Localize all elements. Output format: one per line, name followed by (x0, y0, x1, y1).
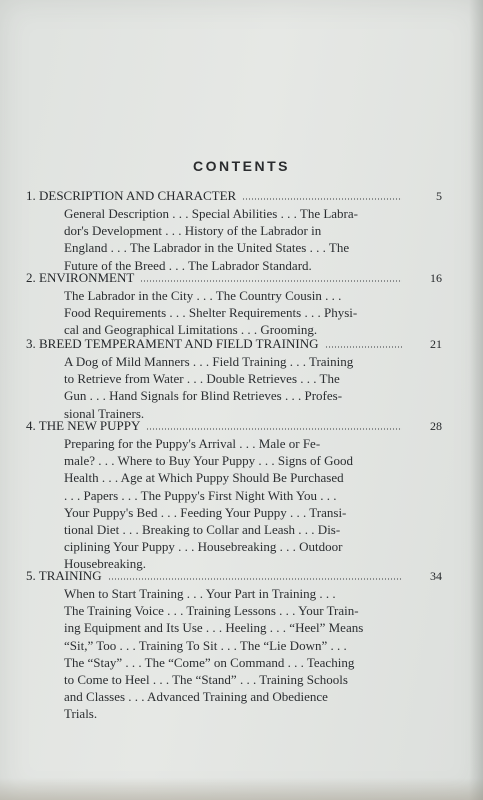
topic-line: cal and Geographical Limitations . . . Grooming. (64, 322, 318, 338)
topic-line: A Dog of Mild Manners . . . Field Training . . . Training (64, 354, 354, 369)
topic-line: Food Requirements . . . Shelter Requirements . . . Physi- (64, 305, 358, 321)
toc-heading (26, 334, 406, 352)
topic-line: . . . Papers . . . The Puppy's First Night With You . . . (64, 487, 337, 503)
chapter-topics (64, 287, 410, 339)
topic-line: The Training Voice . . . Training Lessons . . . Your Train- (64, 603, 359, 619)
topic-line: ing Equipment and Its Use . . . Heeling . . . “Heel” Means (64, 620, 364, 636)
topic-line: Health . . . Age at Which Puppy Should Be Purchased (64, 470, 344, 486)
chapter-title: 5. TRAINING (26, 568, 102, 583)
page-number: 34 (430, 569, 442, 583)
dot-leader (242, 198, 402, 200)
dot-leader (325, 346, 402, 348)
topic-line: Trials. (64, 706, 98, 722)
dot-leader (146, 428, 402, 430)
chapter-topics (64, 353, 410, 422)
page-number: 28 (430, 419, 442, 433)
topic-line: General Description . . . Special Abilities . . . The Labra- (64, 206, 358, 221)
topic-line: Housebreaking. (64, 556, 146, 572)
topic-line: Gun . . . Hand Signals for Blind Retrieves . . . Profes- (64, 388, 343, 404)
topic-line: The Labrador in the City . . . The Country Cousin . . . (64, 288, 342, 303)
toc-heading (26, 416, 406, 434)
topic-line: to Come to Heel . . . The “Stand” . . . Training Schools (64, 672, 348, 688)
topic-line: Future of the Breed . . . The Labrador Standard. (64, 257, 312, 273)
topic-line: sional Trainers. (64, 405, 145, 421)
chapter-title: 3. BREED TEMPERAMENT AND FIELD TRAINING (26, 336, 319, 351)
topic-line: England . . . The Labrador in the United States . . . The (64, 240, 350, 256)
toc-heading (26, 566, 406, 584)
chapter-title: 1. DESCRIPTION AND CHARACTER (26, 188, 237, 203)
topic-line: The “Stay” . . . The “Come” on Command . . . Teaching (64, 654, 355, 670)
chapter-title: 4. THE NEW PUPPY (26, 418, 141, 433)
topic-line: and Classes . . . Advanced Training and Obedience (64, 689, 328, 705)
contents-title: CONTENTS (193, 158, 290, 174)
dot-leader (108, 578, 402, 580)
chapter-title: 2. ENVIRONMENT (26, 270, 135, 285)
chapter-topics (64, 435, 410, 573)
topic-line: to Retrieve from Water . . . Double Retrieves . . . The (64, 371, 340, 387)
topic-line: When to Start Training . . . Your Part in Training . . . (64, 586, 336, 601)
page-edge-shadow (469, 0, 483, 800)
page-number: 16 (430, 271, 442, 285)
topic-line: male? . . . Where to Buy Your Puppy . . . Signs of Good (64, 453, 354, 469)
chapter-topics (64, 585, 410, 723)
toc-heading (26, 186, 406, 204)
topic-line: tional Diet . . . Breaking to Collar and Leash . . . Dis- (64, 522, 341, 538)
chapter-topics (64, 205, 410, 274)
page-bottom-edge (0, 778, 483, 800)
topic-line: “Sit,” Too . . . Training To Sit . . . The “Lie Down” . . . (64, 637, 347, 653)
topic-line: dor's Development . . . History of the Labrador in (64, 223, 322, 239)
topic-line: Preparing for the Puppy's Arrival . . . Male or Fe- (64, 436, 321, 451)
page-number: 21 (430, 337, 442, 351)
dot-leader (140, 280, 402, 282)
page-number: 5 (436, 189, 442, 203)
toc-heading (26, 268, 406, 286)
topic-line: ciplining Your Puppy . . . Housebreaking . . . Outdoor (64, 539, 343, 555)
topic-line: Your Puppy's Bed . . . Feeding Your Puppy . . . Transi- (64, 504, 347, 520)
